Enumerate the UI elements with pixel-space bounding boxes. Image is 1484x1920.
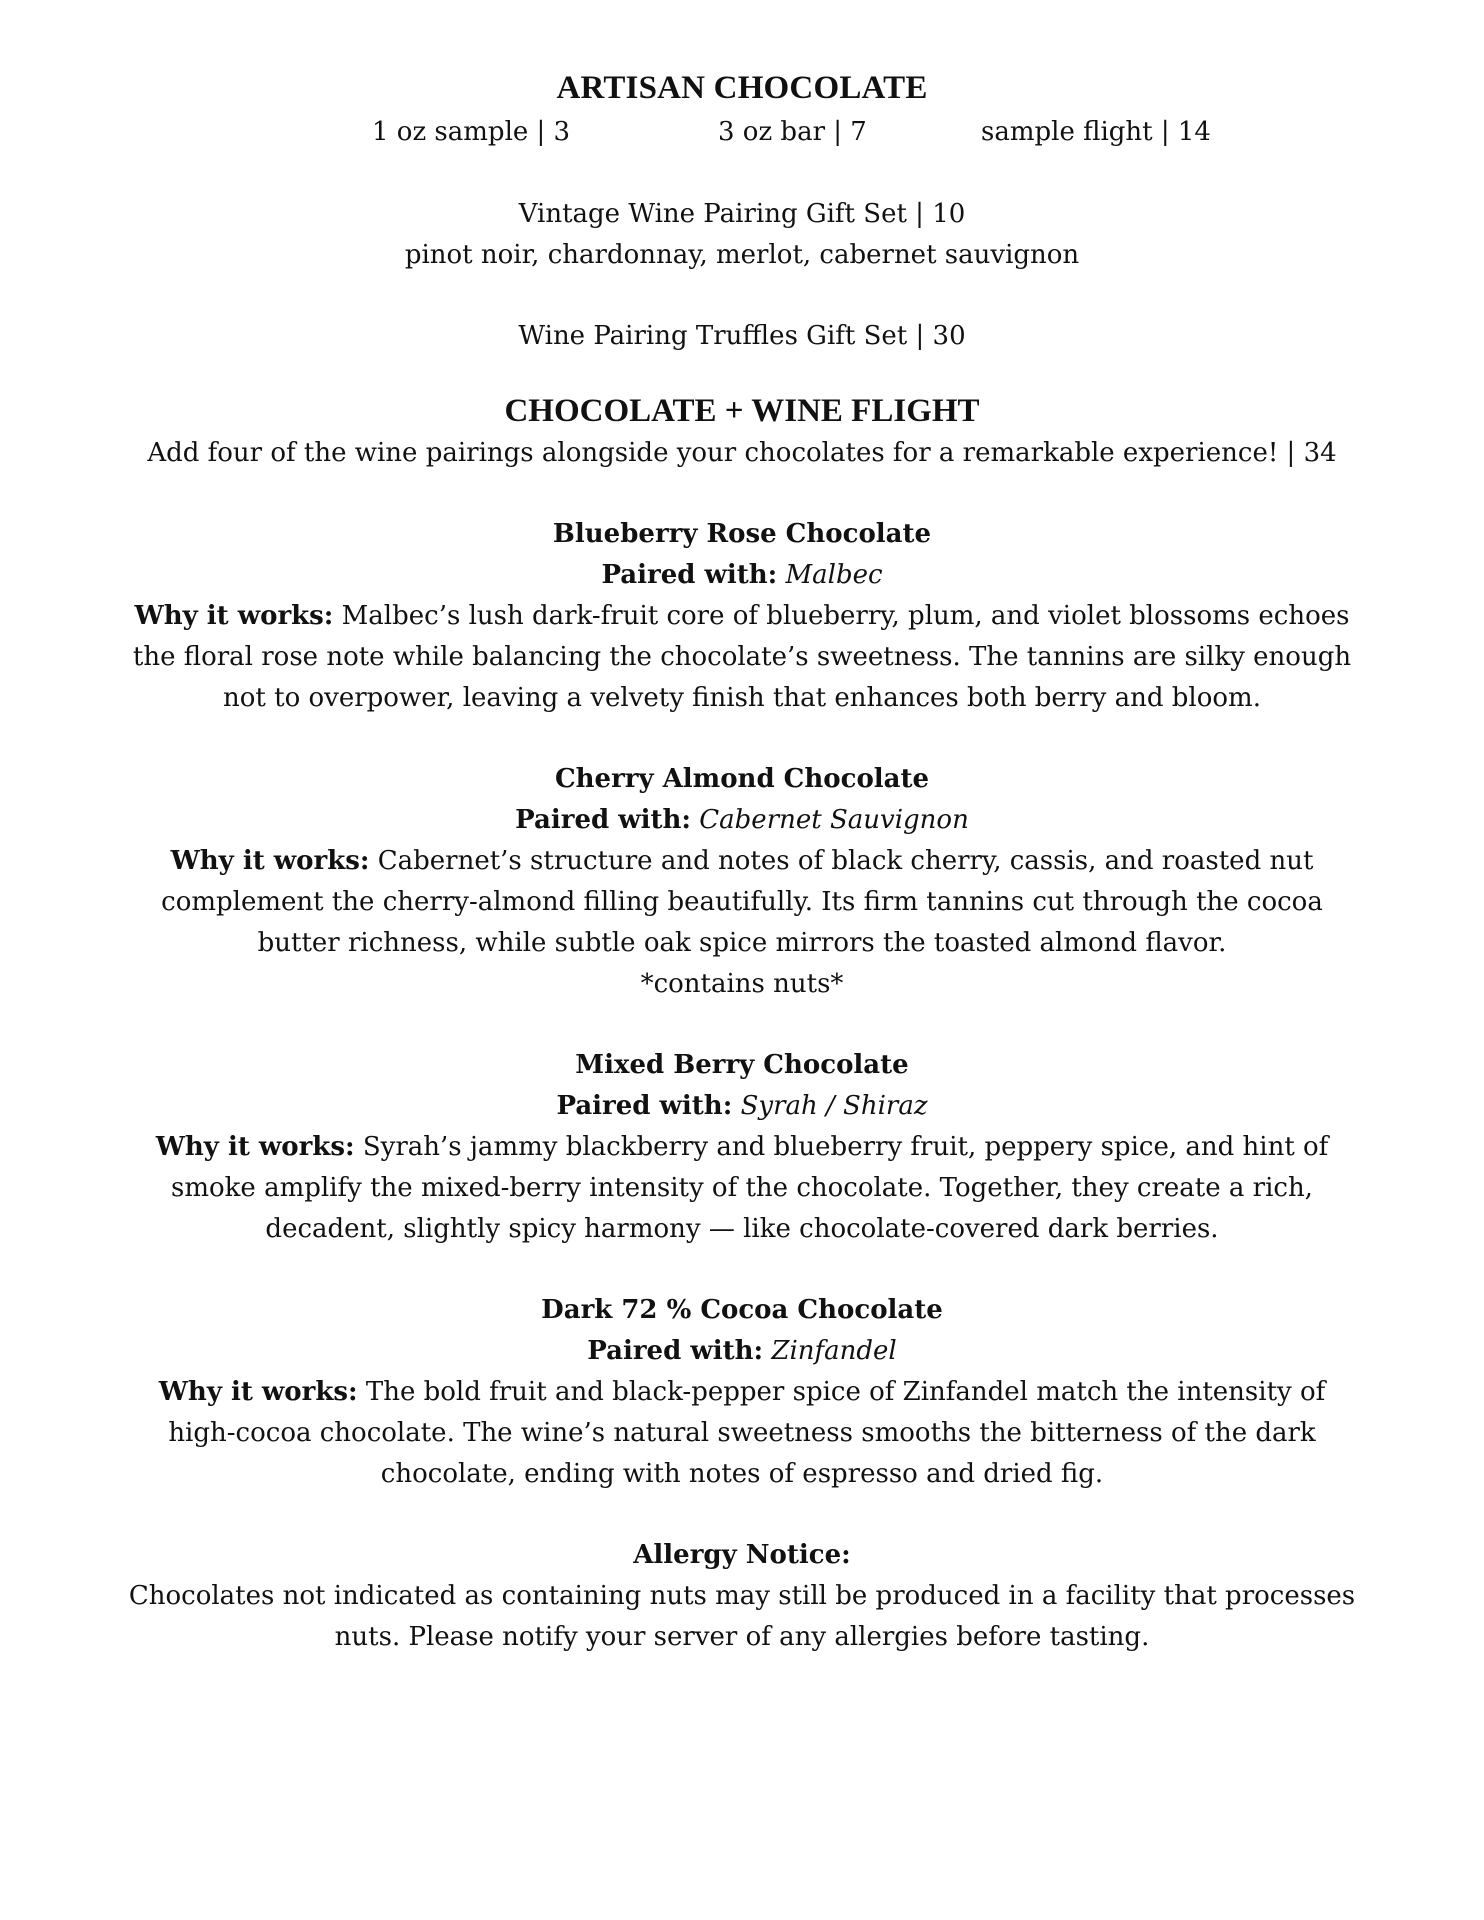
why-text: Syrah’s jammy blackberry and blueberry fruit, peppery spice, and hint of smoke amplify the mixed-berry intensity of the chocolate. Together, they create a rich, decadent, slightly spicy harmony — like chocolate-covered dark berries. bbox=[171, 1132, 1329, 1244]
pairing-name: Mixed Berry Chocolate bbox=[575, 1050, 909, 1080]
pairing-mixed-berry bbox=[127, 1045, 1357, 1250]
allergy-title: Allergy Notice: bbox=[633, 1540, 851, 1570]
pairing-dark-cocoa bbox=[127, 1290, 1357, 1495]
pairing-why bbox=[127, 596, 1357, 719]
pairing-why bbox=[127, 841, 1357, 964]
why-label: Why it works: bbox=[155, 1132, 355, 1162]
paired-label: Paired with: bbox=[601, 560, 778, 590]
flight-title: CHOCOLATE + WINE FLIGHT bbox=[504, 393, 980, 429]
gift-set-vintage: Vintage Wine Pairing Gift Set | 10 bbox=[518, 199, 966, 229]
pairing-name: Blueberry Rose Chocolate bbox=[552, 519, 932, 549]
wine-name: Zinfandel bbox=[771, 1336, 897, 1366]
why-label: Why it works: bbox=[134, 601, 334, 631]
pairing-name: Dark 72 % Cocoa Chocolate bbox=[541, 1295, 943, 1325]
price-sample: 1 oz sample | 3 bbox=[372, 117, 571, 147]
flight-description: Add four of the wine pairings alongside your chocolates for a remarkable experience! | 34 bbox=[147, 438, 1337, 468]
allergy-notice bbox=[127, 1535, 1357, 1658]
price-flight: sample flight | 14 bbox=[981, 117, 1211, 147]
wine-name: Syrah / Shiraz bbox=[740, 1091, 928, 1121]
why-text: Cabernet’s structure and notes of black cherry, cassis, and roasted nut complement the cherry-almond filling beautifully. Its firm tannins cut through the cocoa butter richness, while subtle oak spice mirrors the toasted almond flavor. bbox=[161, 846, 1323, 958]
why-text: Malbec’s lush dark-fruit core of blueberry, plum, and violet blossoms echoes the floral rose note while balancing the chocolate’s sweetness. The tannins are silky enough not to overpower, leaving a velvety finish that enhances both berry and bloom. bbox=[132, 601, 1352, 713]
nut-note: *contains nuts* bbox=[640, 969, 844, 999]
paired-label: Paired with: bbox=[515, 805, 691, 835]
pairing-blueberry-rose bbox=[127, 514, 1357, 719]
pairing-wine-line bbox=[127, 1086, 1357, 1127]
pairing-wine-line bbox=[127, 555, 1357, 596]
wine-name: Malbec bbox=[785, 560, 883, 590]
price-bar: 3 oz bar | 7 bbox=[718, 117, 867, 147]
paired-label: Paired with: bbox=[587, 1336, 764, 1366]
why-label: Why it works: bbox=[158, 1377, 358, 1407]
pairing-name: Cherry Almond Chocolate bbox=[554, 764, 930, 794]
menu-title: ARTISAN CHOCOLATE bbox=[556, 70, 928, 106]
pairing-why bbox=[127, 1372, 1357, 1495]
allergy-text: Chocolates not indicated as containing nuts may still be produced in a facility that processes nuts. Please notify your server of any allergies before tasting. bbox=[128, 1581, 1356, 1652]
pairing-wine-line bbox=[127, 1331, 1357, 1372]
price-row bbox=[0, 110, 1484, 154]
pairing-why bbox=[127, 1127, 1357, 1250]
pairing-wine-line bbox=[127, 800, 1357, 841]
gift-set-vintage-description: pinot noir, chardonnay, merlot, cabernet sauvignon bbox=[404, 240, 1080, 270]
pairing-cherry-almond bbox=[127, 759, 1357, 1005]
gift-set-truffles: Wine Pairing Truffles Gift Set | 30 bbox=[518, 321, 966, 351]
wine-name: Cabernet Sauvignon bbox=[699, 805, 969, 835]
why-label: Why it works: bbox=[170, 846, 370, 876]
why-text: The bold fruit and black-pepper spice of Zinfandel match the intensity of high-cocoa chocolate. The wine’s natural sweetness smooths the bitterness of the dark chocolate, ending with notes of espresso and dried fig. bbox=[168, 1377, 1326, 1489]
paired-label: Paired with: bbox=[556, 1091, 733, 1121]
